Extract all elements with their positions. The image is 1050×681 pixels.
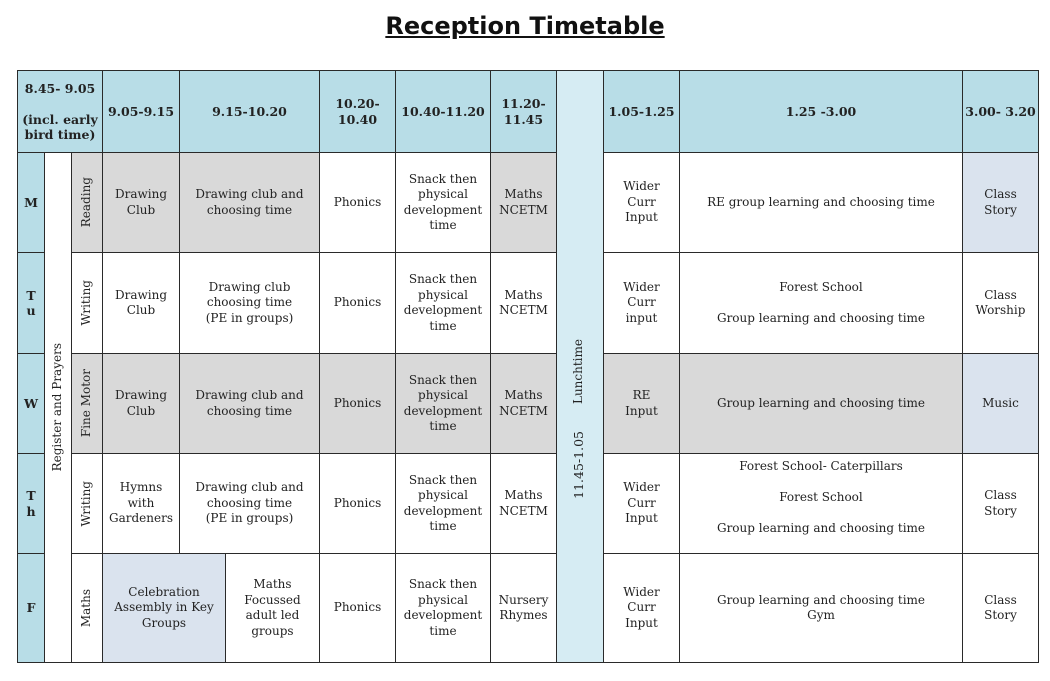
fri-slot-1: Celebration Assembly in Key Groups (102, 553, 226, 663)
focus-monday (71, 152, 103, 253)
mon-slot-3: Phonics (319, 152, 396, 253)
mon-slot-6: Wider Curr Input (603, 152, 680, 253)
wed-slot-6: RE Input (603, 353, 680, 454)
focus-label: Writing (79, 280, 94, 326)
register-prayers-column (44, 152, 72, 663)
header-time-8: 3.00- 3.20 (962, 70, 1039, 153)
tue-slot-2: Drawing club choosing time (PE in groups) (179, 252, 320, 354)
focus-wednesday (71, 353, 103, 454)
lunch-column (556, 70, 604, 663)
fri-slot-8: Class Story (962, 553, 1039, 663)
day-monday: M (17, 152, 45, 253)
mon-slot-7: RE group learning and choosing time (679, 152, 963, 253)
day-tuesday: T u (17, 252, 45, 354)
mon-slot-4: Snack then physical development time (395, 152, 491, 253)
tue-slot-7 (679, 252, 963, 354)
lunch-time: 11.45-1.05 (571, 431, 586, 499)
tue-slot-5: Maths NCETM (490, 252, 557, 354)
thu-slot-7-line-1: Forest School- Caterpillars (739, 459, 903, 473)
tue-slot-7-line-2: Group learning and choosing time (716, 310, 926, 325)
tue-slot-6: Wider Curr input (603, 252, 680, 354)
wed-slot-7: Group learning and choosing time (679, 353, 963, 454)
thu-slot-8: Class Story (962, 453, 1039, 554)
header-time-7: 1.25 -3.00 (679, 70, 963, 153)
fri-slot-4: Snack then physical development time (395, 553, 491, 663)
mon-slot-2: Drawing club and choosing time (179, 152, 320, 253)
focus-tuesday (71, 252, 103, 354)
tue-slot-4: Snack then physical development time (395, 252, 491, 354)
wed-slot-2: Drawing club and choosing time (179, 353, 320, 454)
fri-slot-3: Phonics (319, 553, 396, 663)
day-wednesday: W (17, 353, 45, 454)
tue-slot-7-line-1: Forest School (779, 280, 863, 294)
thu-slot-4: Snack then physical development time (395, 453, 491, 554)
wed-slot-1: Drawing Club (102, 353, 180, 454)
wed-slot-3: Phonics (319, 353, 396, 454)
focus-label: Maths (79, 588, 94, 628)
header-time-3: 10.20- 10.40 (319, 70, 396, 153)
day-thursday: T h (17, 453, 45, 554)
header-time-6: 1.05-1.25 (603, 70, 680, 153)
header-time-2: 9.15-10.20 (179, 70, 320, 153)
thu-slot-7-line-3: Group learning and choosing time (716, 521, 926, 535)
tue-slot-1: Drawing Club (102, 252, 180, 354)
header-time-4: 10.40-11.20 (395, 70, 491, 153)
wed-slot-5: Maths NCETM (490, 353, 557, 454)
header-time-5: 11.20- 11.45 (490, 70, 557, 153)
focus-thursday (71, 453, 103, 554)
header-register-time: 8.45- 9.05 (incl. early bird time) (17, 70, 103, 153)
lunch-label: Lunchtime (571, 339, 585, 405)
thu-slot-2: Drawing club and choosing time (PE in groups) (179, 453, 320, 554)
focus-label: Fine Motor (79, 369, 94, 438)
thu-slot-1: Hymns with Gardeners (102, 453, 180, 554)
header-time-1: 9.05-9.15 (102, 70, 180, 153)
mon-slot-1: Drawing Club (102, 152, 180, 253)
focus-friday (71, 553, 103, 663)
thu-slot-7 (679, 453, 963, 554)
fri-slot-6: Wider Curr Input (603, 553, 680, 663)
tue-slot-3: Phonics (319, 252, 396, 354)
thu-slot-6: Wider Curr Input (603, 453, 680, 554)
day-friday: F (17, 553, 45, 663)
thu-slot-3: Phonics (319, 453, 396, 554)
thu-slot-5: Maths NCETM (490, 453, 557, 554)
focus-label: Reading (79, 177, 94, 228)
fri-slot-2: Maths Focussed adult led groups (225, 553, 320, 663)
wed-slot-4: Snack then physical development time (395, 353, 491, 454)
thu-slot-7-line-2: Forest School (779, 489, 863, 504)
mon-slot-5: Maths NCETM (490, 152, 557, 253)
tue-slot-8: Class Worship (962, 252, 1039, 354)
fri-slot-5: Nursery Rhymes (490, 553, 557, 663)
register-prayers-label: Register and Prayers (50, 343, 65, 472)
page-title: Reception Timetable (385, 12, 665, 40)
mon-slot-8: Class Story (962, 152, 1039, 253)
wed-slot-8: Music (962, 353, 1039, 454)
focus-label: Writing (79, 480, 94, 527)
fri-slot-7: Group learning and choosing time Gym (679, 553, 963, 663)
